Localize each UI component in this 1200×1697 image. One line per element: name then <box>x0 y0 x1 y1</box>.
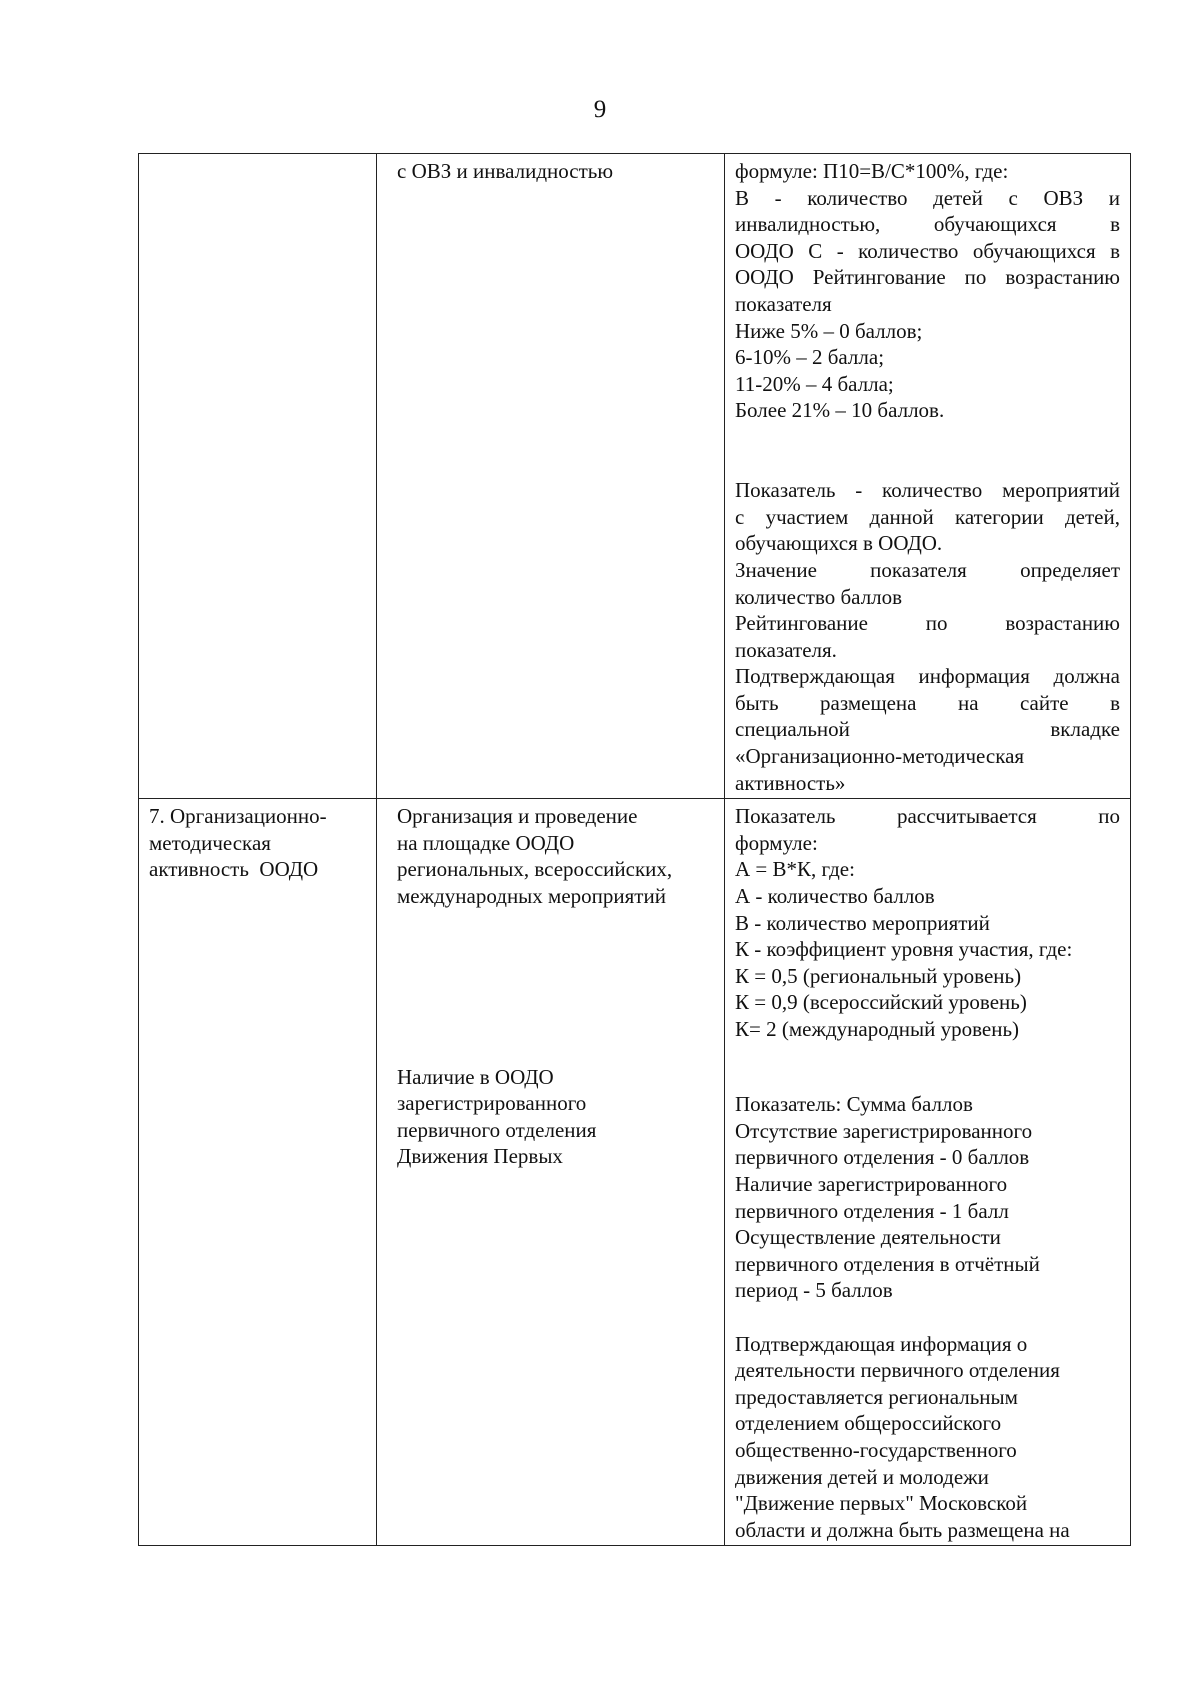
method-text-line: первичного отделения - 1 балл <box>735 1198 1009 1223</box>
method-text-line: с участием данной категории детей, <box>735 504 1120 529</box>
indicator-text-line: первичного отделения <box>397 1117 597 1142</box>
indicator-text-line: Движения Первых <box>397 1144 563 1169</box>
method-text-line: Показатель - количество мероприятий <box>735 478 1120 503</box>
criterion-text-line: активность ООДО <box>149 857 319 882</box>
indicator-text-line: Организация и проведение <box>397 804 638 829</box>
method-text-line: деятельности первичного отделения <box>735 1358 1060 1383</box>
method-text-line: формуле: <box>735 830 818 855</box>
method-text-line: Более 21% – 10 баллов. <box>735 398 945 423</box>
paragraph-gap <box>735 424 1120 451</box>
criterion-text-line: методическая <box>149 830 271 855</box>
method-text-line: Показатель рассчитывается по <box>735 804 1120 829</box>
paragraph-gap <box>735 1069 1120 1091</box>
method-cell <box>725 799 1131 1546</box>
paragraph-gap <box>735 1304 1120 1331</box>
method-cell <box>725 154 1131 799</box>
method-text-line: "Движение первых" Московской <box>735 1491 1028 1516</box>
method-text-line: общественно-государственного <box>735 1437 1017 1462</box>
method-text-line: период - 5 баллов <box>735 1278 893 1303</box>
indicator-text-line: региональных, всероссийских, <box>397 857 673 882</box>
method-text-line: области и должна быть размещена на <box>735 1517 1070 1542</box>
criterion-cell <box>139 799 377 1546</box>
method-text-line: 11-20% – 4 балла; <box>735 371 894 396</box>
method-text-line: А - количество баллов <box>735 884 935 909</box>
method-text-line: обучающихся в ООДО. <box>735 531 943 556</box>
method-text-line: Рейтингование по возрастанию <box>735 611 1120 636</box>
method-text-line: специальной вкладке <box>735 717 1120 742</box>
method-text-line: быть размещена на сайте в <box>735 690 1120 715</box>
method-text-line: Ниже 5% – 0 баллов; <box>735 318 923 343</box>
method-text-line: количество баллов <box>735 584 903 609</box>
method-text-line: формуле: П10=В/С*100%, где: <box>735 159 1009 183</box>
method-text-line: первичного отделения - 0 баллов <box>735 1145 1030 1170</box>
criterion-cell <box>139 154 377 799</box>
method-text-line: движения детей и молодежи <box>735 1464 989 1489</box>
page-number: 9 <box>593 96 607 123</box>
method-text-line: Отсутствие зарегистрированного <box>735 1118 1033 1143</box>
method-text-line: К = 0,5 (региональный уровень) <box>735 963 1022 988</box>
method-text-line: Подтверждающая информация о <box>735 1331 1028 1356</box>
indicator-text-line: Наличие в ООДО <box>397 1064 554 1089</box>
method-text-line: Подтверждающая информация должна <box>735 664 1120 689</box>
method-text-line: ООДО С - количество обучающихся в <box>735 238 1120 263</box>
method-text-line: К= 2 (международный уровень) <box>735 1017 1020 1041</box>
paragraph-gap <box>735 451 1120 478</box>
method-text-line: активность» <box>735 770 846 795</box>
indicator-text-line: международных мероприятий <box>397 884 666 909</box>
criterion-text-line: 7. Организационно- <box>149 804 327 829</box>
indicator-text-line: зарегистрированного <box>397 1091 587 1116</box>
indicator-text-line: на площадке ООДО <box>397 830 575 855</box>
method-text-line: А = В*К, где: <box>735 857 855 882</box>
method-text-line: В - количество мероприятий <box>735 910 990 935</box>
indicator-cell <box>377 154 725 799</box>
method-text-line: «Организационно-методическая <box>735 744 1025 769</box>
method-text-line: отделением общероссийского <box>735 1411 1002 1436</box>
method-text-line: первичного отделения в отчётный <box>735 1251 1040 1276</box>
method-text-line: В - количество детей с ОВЗ и <box>735 185 1120 210</box>
method-text-line: Осуществление деятельности <box>735 1225 1001 1250</box>
criteria-table <box>138 153 1131 1546</box>
method-text-line: показателя. <box>735 637 837 662</box>
table-row <box>139 154 1131 799</box>
paragraph-gap <box>397 910 714 1064</box>
indicator-text-line: с ОВЗ и инвалидностью <box>397 159 614 183</box>
method-text-line: инвалидностью, обучающихся в <box>735 212 1120 237</box>
method-text-line: ООДО Рейтингование по возрастанию <box>735 265 1120 290</box>
paragraph-gap <box>735 1043 1120 1070</box>
method-text-line: К = 0,9 (всероссийский уровень) <box>735 990 1027 1015</box>
method-text-line: показателя <box>735 291 832 316</box>
method-text-line: Значение показателя определяет <box>735 557 1120 582</box>
method-text-line: предоставляется региональным <box>735 1384 1018 1409</box>
indicator-cell <box>377 799 725 1546</box>
method-text-line: 6-10% – 2 балла; <box>735 345 885 370</box>
method-text-line: Наличие зарегистрированного <box>735 1171 1008 1196</box>
method-text-line: К - коэффициент уровня участия, где: <box>735 937 1073 962</box>
method-text-line: Показатель: Сумма баллов <box>735 1092 973 1117</box>
table-row <box>139 799 1131 1546</box>
